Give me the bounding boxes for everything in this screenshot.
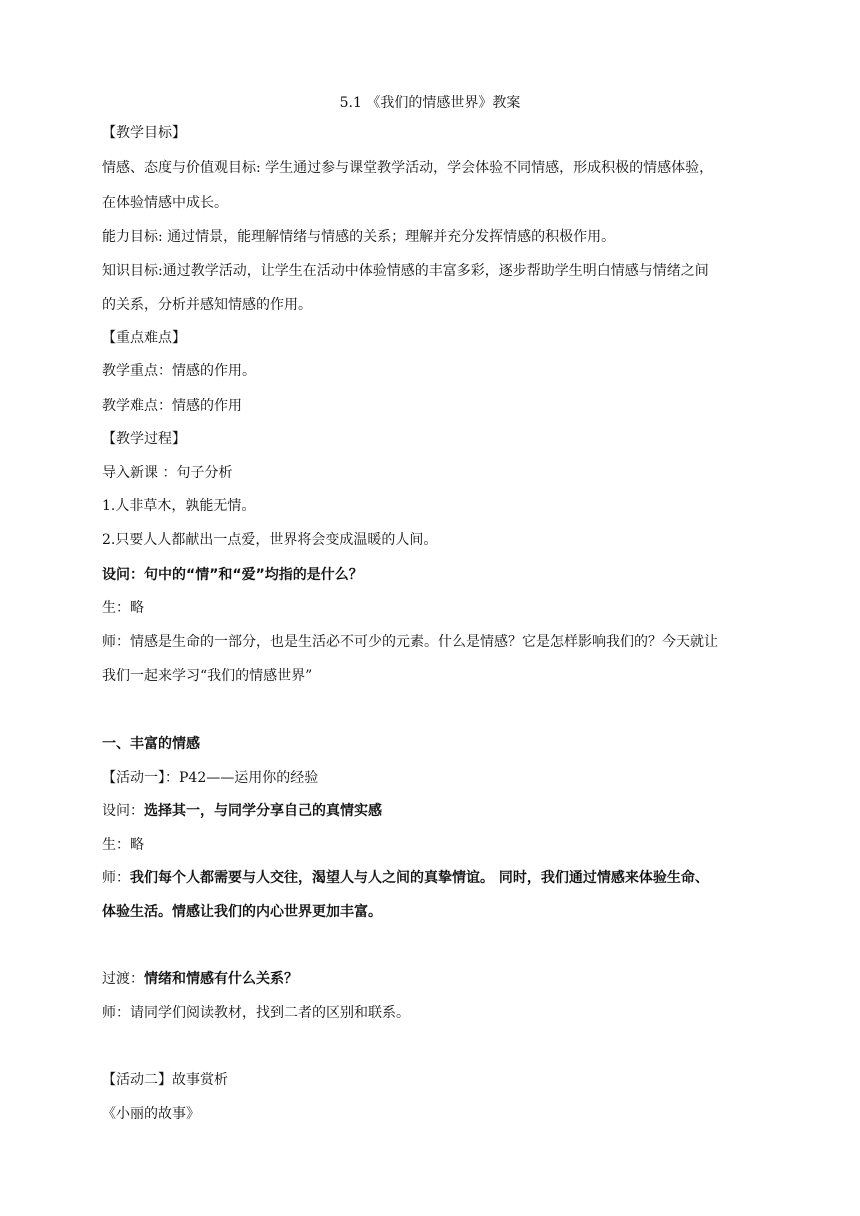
intro-line: 导入新课 ：句子分析 [102,465,233,481]
objective-emotion-line-1: 情感、态度与价值观目标: 学生通过参与课堂教学活动，学会体验不同情感，形成积极的情感体验， [102,160,714,176]
objective-knowledge-line-1: 知识目标:通过教学活动，让学生在活动中体验情感的丰富多彩，逐步帮助学生明白情感与情绪之间 [102,263,709,279]
transition-body: 情绪和情感有什么关系？ [144,971,298,987]
question-2 [102,801,782,821]
transition-line [102,969,782,989]
activity-2: 【活动二】故事赏析 [102,1072,228,1088]
story-title: 《小丽的故事》 [102,1106,200,1122]
process-heading: 【教学过程】 [102,431,186,447]
teacher-line-1b: 我们一起来学习“我们的情感世界” [102,668,313,684]
sentence-1: 1.人非草木，孰能无情。 [102,498,256,514]
transition-prefix: 过渡： [102,971,144,987]
question-1: 设问：句中的“情”和“爱”均指的是什么？ [102,567,363,583]
key-point: 教学重点：情感的作用。 [102,363,256,379]
question-2-body: 选择其一，与同学分享自己的真情实感 [144,803,382,819]
teacher-line-2b: 体验生活。情感让我们的内心世界更加丰富。 [102,904,382,920]
objective-knowledge-line-2: 的关系，分析并感知情感的作用。 [102,297,312,313]
objective-ability: 能力目标: 通过情景，能理解情绪与情感的关系；理解并充分发挥情感的积极作用。 [102,229,616,245]
objective-emotion-line-2: 在体验情感中成长。 [102,195,228,211]
key-points-heading: 【重点难点】 [102,330,186,346]
teacher-line-2a-prefix: 师： [102,870,130,886]
section-1-heading: 一、丰富的情感 [102,736,200,752]
teacher-line-2a [102,868,782,888]
objectives-heading: 【教学目标】 [102,125,186,141]
teacher-line-3: 师：请同学们阅读教材，找到二者的区别和联系。 [102,1005,410,1021]
teacher-line-1a: 师：情感是生命的一部分，也是生活必不可少的元素。什么是情感？它是怎样影响我们的？今天就让 [102,634,718,650]
student-answer-2: 生：略 [102,837,144,853]
student-answer-1: 生：略 [102,600,144,616]
activity-1: 【活动一】：P42——运用你的经验 [102,770,319,786]
document-title: 5.1 《我们的情感世界》教案 [339,95,521,111]
difficult-point: 教学难点：情感的作用 [102,398,242,414]
teacher-line-2a-body: 我们每个人都需要与人交往，渴望人与人之间的真挚情谊。 同时，我们通过情感来体验生命、 [130,870,709,886]
question-2-prefix: 设问： [102,803,144,819]
sentence-2: 2.只要人人都献出一点爱，世界将会变成温暖的人间。 [102,532,438,548]
